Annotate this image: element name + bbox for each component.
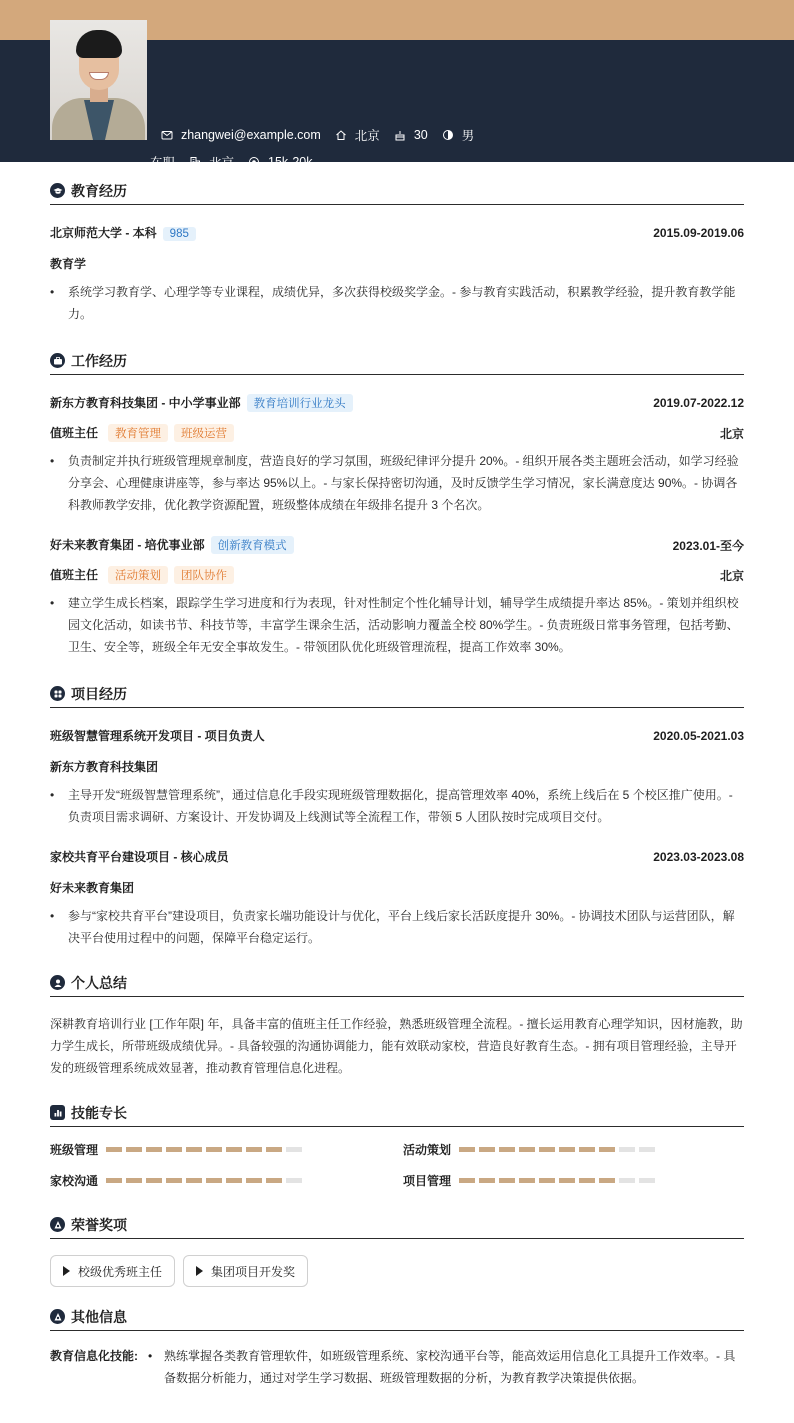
skill-level-segment [619, 1147, 635, 1152]
work-entry-head [50, 394, 744, 412]
skill-level-segment [599, 1178, 615, 1183]
skill-level-segment [226, 1178, 242, 1183]
award-icon [50, 1217, 65, 1232]
education-description: • 系统学习教育学、心理学等专业课程，成绩优异，多次获得校级奖学金。- 参与教育实践活动，积累教学经验，提升教育教学能力。 [50, 285, 736, 321]
other-info-row: 教育信息化技能: • 熟练掌握各类教育管理软件，如班级管理系统、家校沟通平台等，能高效运用信息化工具提升工作效率。- 具备数据分析能力，通过对学生学习数据、班级管理数据的分析，为教育教学决策提供依据。 [50, 1345, 744, 1389]
section-title-awards: 荣誉奖项 [50, 1211, 744, 1239]
project-description: • 主导开发“班级智慧管理系统”，通过信息化手段实现班级管理数据化，提高管理效率 40%，系统上线后在 5 个校区推广使用。- 负责项目需求调研、方案设计、开发协调及上线测试等全流程工作，带领 5 人团队按时完成项目交付。 [50, 788, 733, 824]
skill-level-segment [246, 1147, 262, 1152]
play-icon [63, 1266, 70, 1276]
skill-name: 班级管理 [50, 1143, 99, 1157]
gender-icon [442, 129, 454, 141]
skill-level-segment [539, 1147, 555, 1152]
skill-item [403, 1141, 744, 1158]
skill-tag: 活动策划 [108, 566, 168, 584]
skill-level-segment [459, 1178, 475, 1183]
skill-item [50, 1141, 403, 1158]
skill-level-segment [266, 1147, 282, 1152]
skill-level-segment [146, 1147, 162, 1152]
skill-level-segment [126, 1178, 142, 1183]
skill-level-segment [639, 1178, 655, 1183]
education-date: 2015.09-2019.06 [653, 225, 744, 240]
project-org-row [50, 758, 744, 775]
gender-value: 男 [461, 129, 475, 143]
skill-level-segment [106, 1178, 122, 1183]
skill-level-segment [479, 1178, 495, 1183]
skill-level-segment [499, 1147, 515, 1152]
skill-level-segment [166, 1147, 182, 1152]
salary-value: 15k-20k [268, 155, 313, 169]
skill-level-segment [126, 1147, 142, 1152]
section-title-skills: 技能专长 [50, 1099, 744, 1127]
award-chip[interactable]: 校级优秀班主任 [50, 1255, 175, 1287]
resume-content [50, 162, 744, 1389]
skill-item [50, 1172, 403, 1189]
gender-item [442, 126, 475, 144]
project-entry-head [50, 848, 744, 865]
work-city-value: 北京 [209, 156, 235, 170]
skill-level-segment [639, 1147, 655, 1152]
info-icon [50, 1309, 65, 1324]
other-text: 熟练掌握各类教育管理软件，如班级管理系统、家校沟通平台等，能高效运用信息化工具提升工作效率。- 具备数据分析能力，通过对学生学习数据、班级管理数据的分析，为教育教学决策提供依据。 [164, 1349, 736, 1385]
awards-list [50, 1255, 744, 1287]
work-location: 北京 [719, 426, 744, 441]
work-date: 2019.07-2022.12 [653, 396, 744, 410]
project-org: 新东方教育科技集团 [50, 760, 159, 774]
skill-level-segment [186, 1178, 202, 1183]
section-title-summary: 个人总结 [50, 969, 744, 997]
mail-icon [161, 129, 173, 141]
skill-level-bar [106, 1178, 306, 1183]
age-value: 30 [413, 128, 428, 142]
contact-row-primary [140, 126, 488, 144]
skill-tag: 团队协作 [174, 566, 234, 584]
skill-level-segment [206, 1147, 222, 1152]
skill-name: 项目管理 [403, 1174, 452, 1188]
skill-level-segment [579, 1178, 595, 1183]
work-section [50, 347, 744, 658]
skill-level-segment [479, 1147, 495, 1152]
home-icon [335, 129, 347, 141]
skill-level-bar [106, 1147, 306, 1152]
skill-level-segment [186, 1147, 202, 1152]
section-title-education: 教育经历 [50, 177, 744, 205]
section-title-projects: 项目经历 [50, 680, 744, 708]
bar-chart-icon [50, 1105, 65, 1120]
role: 值班主任 [50, 568, 99, 582]
skill-level-segment [146, 1178, 162, 1183]
work-description: • 建立学生成长档案，跟踪学生学习进度和行为表现，针对性制定个性化辅导计划，辅导学生成绩提升率达 85%。- 策划并组织校园文化活动，如读书节、科技节等，丰富学生课余生活，活动影响力覆盖全校 80%学生。- 负责班级日常事务管理，包括考勤、卫生、安全等，班级全年无安全事故发生。- 带领团队优化班级管理流程，提高工作效率 30%。 [50, 596, 739, 654]
skill-tag: 教育管理 [108, 424, 168, 442]
project-entry-head [50, 727, 744, 744]
skill-level-segment [166, 1178, 182, 1183]
grid-icon [50, 686, 65, 701]
briefcase-icon [50, 353, 65, 368]
skill-level-segment [519, 1178, 535, 1183]
other-section [50, 1303, 744, 1389]
skill-level-segment [226, 1147, 242, 1152]
skill-item [403, 1172, 744, 1189]
company-tag: 创新教育模式 [211, 536, 294, 554]
summary-text: 深耕教育培训行业 [工作年限] 年，具备丰富的值班主任工作经验，熟悉班级管理全流程。- 擅长运用教育心理学知识，因材施教，助力学生成长，所带班级成绩优异。- 具备较强的沟通协调能力，能有效联动家校，营造良好教育生态。- 拥有项目管理经验，主导开发的班级管理系统成效显著，推动教育管理信息化进程。 [50, 1017, 743, 1075]
user-icon [50, 975, 65, 990]
skill-name: 家校沟通 [50, 1174, 99, 1188]
skill-level-segment [286, 1147, 302, 1152]
education-entry-head [50, 224, 744, 241]
skill-level-segment [246, 1178, 262, 1183]
work-description: • 负责制定并执行班级管理规章制度，营造良好的学习氛围，班级纪律评分提升 20%。- 组织开展各类主题班会活动，如学习经验分享会、心理健康讲座等，参与率达 95%以上。- 与家长保持密切沟通，及时反馈学生学习情况，家长满意度达 90%。- 协调各科教师教学安排，优化教学资源配置，班级整体成绩在年级排名提升 3 个名次。 [50, 454, 739, 512]
skill-level-segment [539, 1178, 555, 1183]
company-name: 新东方教育科技集团 - 中小学事业部 [50, 396, 241, 410]
project-name: 班级智慧管理系统开发项目 - 项目负责人 [50, 729, 265, 743]
skill-level-bar [459, 1178, 659, 1183]
play-icon [196, 1266, 203, 1276]
award-chip[interactable]: 集团项目开发奖 [183, 1255, 308, 1287]
skill-level-segment [499, 1178, 515, 1183]
section-title-other: 其他信息 [50, 1303, 744, 1331]
project-date: 2020.05-2021.03 [653, 728, 744, 743]
projects-section [50, 680, 744, 949]
skill-tag: 班级运营 [174, 424, 234, 442]
company-name: 好未来教育集团 - 培优事业部 [50, 538, 205, 552]
skill-level-segment [266, 1178, 282, 1183]
skill-level-segment [579, 1147, 595, 1152]
awards-section [50, 1211, 744, 1287]
work-date: 2023.01-至今 [672, 538, 744, 553]
skill-level-segment [286, 1178, 302, 1183]
cake-icon [394, 129, 406, 141]
status-value: 在职 [150, 156, 176, 170]
avatar [50, 20, 147, 140]
education-major-row [50, 255, 744, 272]
work-entry-head [50, 536, 744, 554]
email-value: zhangwei@example.com [180, 128, 321, 142]
skill-level-segment [619, 1178, 635, 1183]
skill-level-segment [559, 1147, 575, 1152]
skill-level-segment [206, 1178, 222, 1183]
skill-level-segment [559, 1178, 575, 1183]
skill-level-segment [459, 1147, 475, 1152]
company-tag: 教育培训行业龙头 [247, 394, 353, 412]
other-label: 教育信息化技能: [50, 1349, 138, 1363]
work-role-row [50, 566, 744, 584]
skills-section [50, 1099, 744, 1189]
age-item [394, 128, 428, 142]
skills-grid [50, 1141, 744, 1189]
education-section [50, 177, 744, 325]
summary-section [50, 969, 744, 1079]
role: 值班主任 [50, 426, 99, 440]
skill-level-bar [459, 1147, 659, 1152]
skill-name: 活动策划 [403, 1143, 452, 1157]
graduation-cap-icon [50, 183, 65, 198]
skill-level-segment [519, 1147, 535, 1152]
work-location: 北京 [719, 568, 744, 583]
school-name: 北京师范大学 - 本科 [50, 226, 157, 240]
project-org: 好未来教育集团 [50, 881, 135, 895]
email-item[interactable] [161, 128, 321, 142]
project-org-row [50, 879, 744, 896]
city-item [335, 126, 380, 144]
project-name: 家校共育平台建设项目 - 核心成员 [50, 850, 229, 864]
school-tag: 985 [163, 227, 196, 241]
major: 教育学 [50, 257, 87, 271]
section-title-work: 工作经历 [50, 347, 744, 375]
project-date: 2023.03-2023.08 [653, 849, 744, 864]
work-role-row [50, 424, 744, 442]
skill-level-segment [106, 1147, 122, 1152]
project-description: • 参与“家校共育平台”建设项目，负责家长端功能设计与优化，平台上线后家长活跃度提升 30%。- 协调技术团队与运营团队，解决平台使用过程中的问题，保障平台稳定运行。 [50, 909, 735, 945]
city-value: 北京 [354, 129, 380, 143]
skill-level-segment [599, 1147, 615, 1152]
